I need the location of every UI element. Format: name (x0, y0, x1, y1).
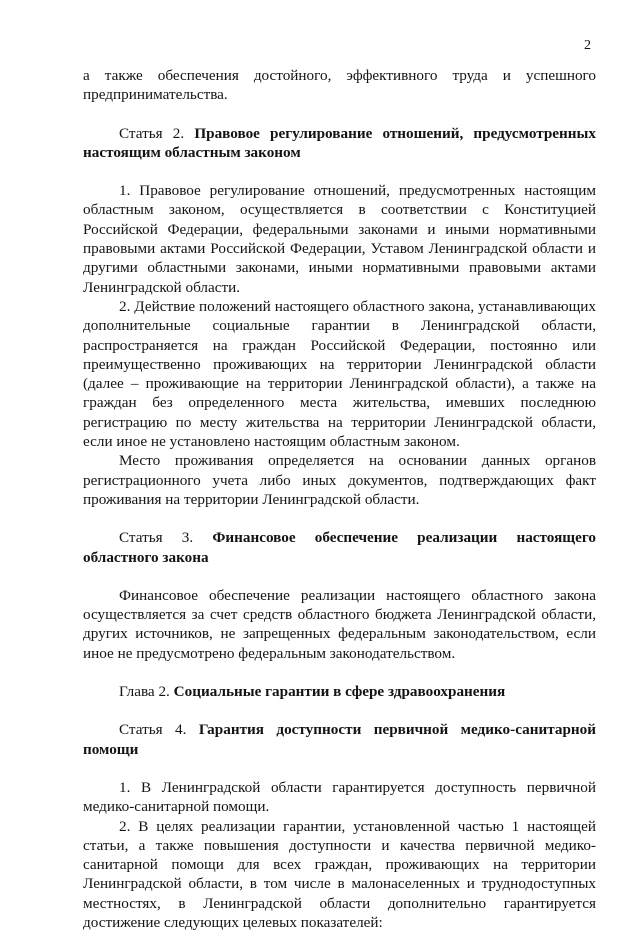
article-3-title: Финансовое обеспечение реализации настоящего областного закона (83, 529, 596, 565)
chapter-2-heading (83, 682, 596, 701)
article-3-prefix: Статья 3. (119, 529, 212, 546)
article-3-heading (83, 528, 596, 567)
article-2-heading (83, 124, 596, 163)
article-4-paragraph-1: 1. В Ленинградской области гарантируется доступность первичной медико-санитарной помощи. (83, 778, 596, 817)
article-4-paragraph-2: 2. В целях реализации гарантии, установленной частью 1 настоящей статьи, а также повышения доступности и качества первичной медико-санитарной помощи для всех граждан, проживающих на территории Ленинградской области, в том числе в малонаселенных и труднодоступных местностях, в Ленинградской области дополнительно гарантируется достижение следующих целевых показателей: (83, 817, 596, 932)
article-2-paragraph-2: 2. Действие положений настоящего областного закона, устанавливающих дополнительные социальные гарантии в Ленинградской области, распространяется на граждан Российской Федерации, постоянно или преимущественно проживающих на территории Ленинградской области (далее – проживающие на территории Ленинградской области), а также на граждан без определенного места жительства, имевших последнюю регистрацию по месту жительства на территории Ленинградской области, если иное не установлено настоящим областным законом. (83, 297, 596, 451)
article-2-prefix: Статья 2. (119, 125, 194, 142)
article-2-title: Правовое регулирование отношений, предусмотренных настоящим областным законом (83, 125, 596, 161)
article-4-prefix: Статья 4. (119, 721, 199, 738)
document-body (83, 66, 596, 932)
intro-paragraph: а также обеспечения достойного, эффективного труда и успешного предпринимательства. (83, 66, 596, 105)
article-4-title: Гарантия доступности первичной медико-санитарной помощи (83, 721, 596, 757)
article-3-paragraph-1: Финансовое обеспечение реализации настоящего областного закона осуществляется за счет средств областного бюджета Ленинградской области, других источников, не запрещенных федеральным законодательством, если иное не предусмотрено федеральным законодательством. (83, 586, 596, 663)
page-number: 2 (584, 38, 591, 54)
article-4-heading (83, 720, 596, 759)
article-2-paragraph-1: 1. Правовое регулирование отношений, предусмотренных настоящим областным законом, осуществляется в соответствии с Конституцией Российской Федерации, федеральными законами и иными нормативными правовыми актами Российской Федерации, Уставом Ленинградской области и другими областными законами, иными нормативными правовыми актами Ленинградской области. (83, 181, 596, 297)
article-2-paragraph-3: Место проживания определяется на основании данных органов регистрационного учета либо иных документов, подтверждающих факт проживания на территории Ленинградской области. (83, 451, 596, 509)
chapter-2-prefix: Глава 2. (119, 683, 174, 700)
chapter-2-title: Социальные гарантии в сфере здравоохранения (174, 683, 506, 700)
